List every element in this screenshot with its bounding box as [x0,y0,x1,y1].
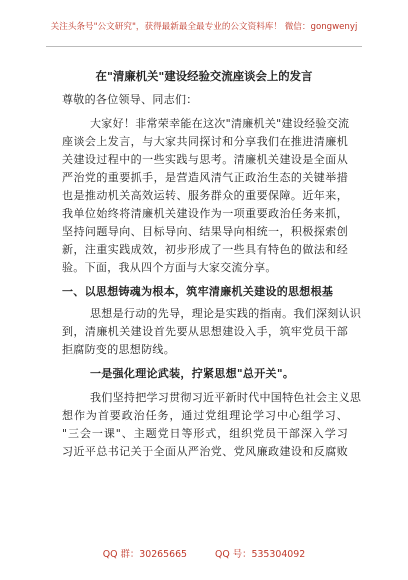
salutation: 尊敬的各位领导、同志们： [62,93,198,106]
paragraph-line: 想作为首要政治任务，通过党组理论学习中心组学习、 [62,409,348,422]
paragraph-line: 验。下面，我从四个方面与大家交流分享。 [62,261,277,274]
header-notice: 关注头条号"公文研究"，获得最新最全最专业的公文资料库！ 微信：gongwenyj [50,22,358,32]
paragraph-line: 严治党的重要抓手，是营造风清气正政治生态的关键举措 [62,171,348,184]
paragraph-line: 我单位始终将清廉机关建设作为一项重要政治任务来抓， [62,207,348,220]
paragraph-line: 思想是行动的先导，理论是实践的指南。我们深刻认识 [90,307,362,320]
paragraph-line: 大家好！非常荣幸能在这次"清廉机关"建设经验交流 [90,117,350,130]
footer-qq-group: QQ 群：30265665 [102,549,188,560]
paragraph-line: 关建设过程中的一些实践与思考。清廉机关建设是全面从 [62,153,348,166]
section-heading: 一、以思想铸魂为根本，筑牢清廉机关建设的思想根基 [62,285,334,298]
paragraph-line: 到，清廉机关建设首先要从思想建设入手，筑牢党员干部 [62,325,348,338]
paragraph-line: 也是推动机关高效运转、服务群众的重要保障。近年来， [62,189,348,202]
paragraph-line: 拒腐防变的思想防线。 [62,343,175,356]
paragraph-line: "三会一课"、主题党日等形式，组织党员干部深入学习 [62,427,348,440]
paragraph-line: 坚持问题导向、目标导向、结果导向相统一，积极探索创 [62,225,348,238]
paragraph-line: 我们坚持把学习贯彻习近平新时代中国特色社会主义思 [90,391,362,404]
paragraph-line: 习近平总书记关于全面从严治党、党风廉政建设和反腐败 [62,445,348,458]
document-title: 在"清廉机关"建设经验交流座谈会上的发言 [95,69,313,83]
paragraph-line: 新，注重实践成效，初步形成了一些具有特色的做法和经 [62,243,348,256]
footer-contact [0,546,408,560]
paragraph-line: 座谈会上发言，与大家共同探讨和分享我们在推进清廉机 [62,135,348,148]
subsection-heading: 一是强化理论武装，拧紧思想"总开关"。 [90,367,295,380]
footer-qq-number: QQ 号：535304092 [215,549,306,560]
header-divider [46,46,362,47]
